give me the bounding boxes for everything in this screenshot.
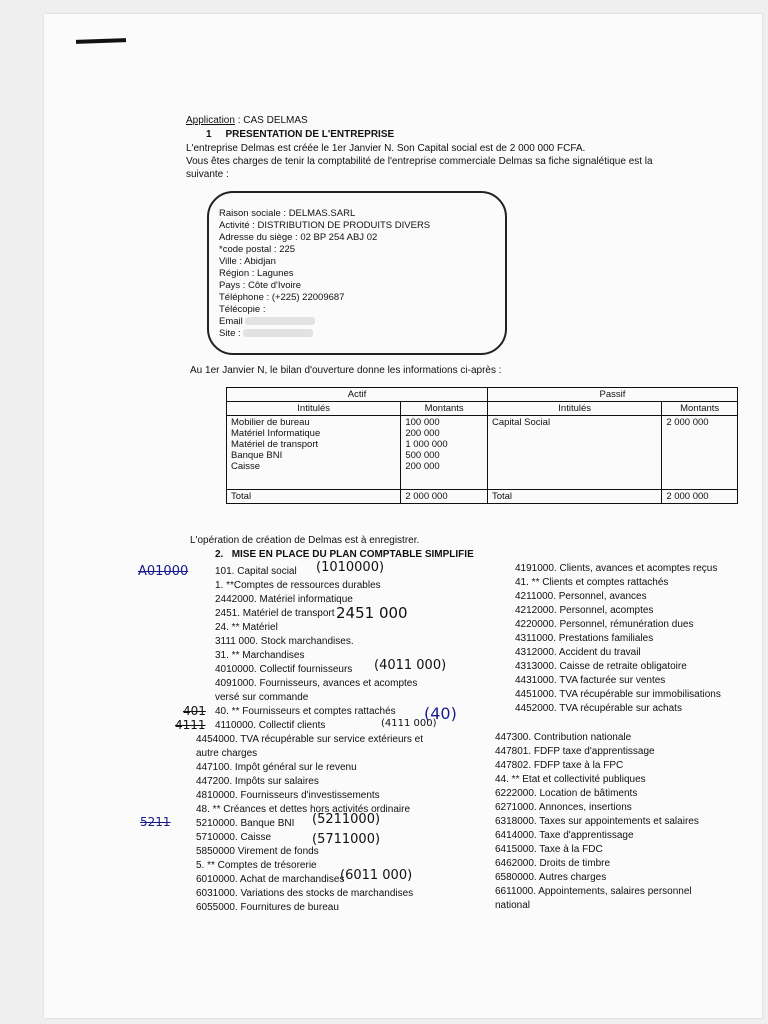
card-line: Ville : Abidjan <box>219 256 276 267</box>
card-line: Raison sociale : DELMAS.SARL <box>219 208 356 219</box>
intro-line-3: suivante : <box>186 169 229 180</box>
list-item: 4451000. TVA récupérable sur immobilisations <box>515 689 721 700</box>
list-item: 4431000. TVA facturée sur ventes <box>515 675 666 686</box>
handwritten-note: (6011 000) <box>340 868 413 883</box>
bilan-intro: Au 1er Janvier N, le bilan d'ouverture donne les informations ci-après : <box>190 365 502 376</box>
total-label: Total <box>227 490 401 504</box>
list-item: 4191000. Clients, avances et acomptes reçus <box>515 563 718 574</box>
list-item: 6415000. Taxe à la FDC <box>495 844 603 855</box>
handwritten-note: (4011 000) <box>374 658 447 673</box>
list-item: 24. ** Matériel <box>215 622 278 633</box>
actif-amounts-cell <box>401 416 488 490</box>
table-cell-text: Matériel de transport <box>231 439 319 450</box>
table-cell-text: Caisse <box>231 461 261 472</box>
table-cell-text: 2 000 000 <box>666 417 709 428</box>
list-item: 101. Capital social <box>215 566 297 577</box>
col-header: Intitulés <box>227 402 401 416</box>
passif-amounts-cell <box>662 416 738 490</box>
handwritten-note: (1010000) <box>316 560 385 575</box>
list-item: 6222000. Location de bâtiments <box>495 788 638 799</box>
col-header: Montants <box>401 402 488 416</box>
list-item: 5210000. Banque BNI <box>196 818 295 829</box>
actif-header: Actif <box>227 388 488 402</box>
list-item: 4110000. Collectif clients <box>215 720 326 731</box>
table-cell-text: Banque BNI <box>231 450 283 461</box>
list-item: 447100. Impôt général sur le revenu <box>196 762 357 773</box>
list-item: 6580000. Autres charges <box>495 872 607 883</box>
list-item: 4010000. Collectif fournisseurs <box>215 664 353 675</box>
col-header: Intitulés <box>487 402 661 416</box>
table-cell-text: Capital Social <box>491 417 551 428</box>
list-item: 4452000. TVA récupérable sur achats <box>515 703 682 714</box>
handwritten-note: 4111 <box>175 718 206 732</box>
handwritten-note: 5211 <box>140 815 171 829</box>
list-item: 4311000. Prestations familiales <box>515 633 654 644</box>
table-cell-text: Matériel Informatique <box>231 428 321 439</box>
list-item: 447801. FDFP taxe d'apprentissage <box>495 746 655 757</box>
list-item: 1. **Comptes de ressources durables <box>215 580 381 591</box>
card-line: Adresse du siège : 02 BP 254 ABJ 02 <box>219 232 378 243</box>
handwritten-note: 401 <box>183 704 206 718</box>
card-line: Site : <box>219 327 313 340</box>
total-actif: 2 000 000 <box>401 490 488 504</box>
col-header: Montants <box>662 402 738 416</box>
list-item: autre charges <box>196 748 258 759</box>
card-line: Région : Lagunes <box>219 268 294 279</box>
table-cell-text: 1 000 000 <box>405 439 448 450</box>
list-item: 4091000. Fournisseurs, avances et acomptes <box>215 678 418 689</box>
card-line: Activité : DISTRIBUTION DE PRODUITS DIVERS <box>219 220 431 231</box>
intro-line-1: L'entreprise Delmas est créée le 1er Janvier N. Son Capital social est de 2 000 000 FCFA. <box>186 143 586 154</box>
table-cell-text: 200 000 <box>405 428 440 439</box>
company-card <box>207 191 507 355</box>
total-passif: 2 000 000 <box>662 490 738 504</box>
handwritten-note: 2451 000 <box>336 604 408 622</box>
list-item: 6318000. Taxes sur appointements et salaires <box>495 816 699 827</box>
list-item: 2442000. Matériel informatique <box>215 594 353 605</box>
list-item: 5. ** Comptes de trésorerie <box>196 860 317 871</box>
list-item: 31. ** Marchandises <box>215 650 305 661</box>
list-item: 4313000. Caisse de retraite obligatoire <box>515 661 687 672</box>
card-line: Téléphone : (+225) 22009687 <box>219 292 345 303</box>
list-item: 41. ** Clients et comptes rattachés <box>515 577 669 588</box>
list-item: 4211000. Personnel, avances <box>515 591 647 602</box>
list-item: 5710000. Caisse <box>196 832 272 843</box>
handwritten-note: (5711000) <box>312 832 381 847</box>
list-item: 6055000. Fournitures de bureau <box>196 902 339 913</box>
list-item: 447200. Impôts sur salaires <box>196 776 319 787</box>
list-item: 6010000. Achat de marchandises <box>196 874 345 885</box>
table-cell-text: Mobilier de bureau <box>231 417 310 428</box>
list-item: 40. ** Fournisseurs et comptes rattachés <box>215 706 396 717</box>
card-line: Pays : Côte d'Ivoire <box>219 280 302 291</box>
handwritten-note: (40) <box>424 704 457 723</box>
list-item: 5850000 Virement de fonds <box>196 846 319 857</box>
list-item: 4454000. TVA récupérable sur service extérieurs et <box>196 734 423 745</box>
card-line: Télécopie : <box>219 304 266 315</box>
table-cell-text: 200 000 <box>405 461 440 472</box>
list-item: 4212000. Personnel, acomptes <box>515 605 654 616</box>
redacted-text <box>245 317 315 325</box>
list-item: 4810000. Fournisseurs d'investissements <box>196 790 380 801</box>
passif-items-cell <box>487 416 661 490</box>
list-item: national <box>495 900 531 911</box>
list-item: 3111 000. Stock marchandises. <box>215 636 354 647</box>
card-line: Email <box>219 315 315 328</box>
list-item: 48. ** Créances et dettes hors activités ordinaire <box>196 804 410 815</box>
list-item: 6031000. Variations des stocks de marchandises <box>196 888 414 899</box>
application-title: Application : CAS DELMAS <box>186 115 308 126</box>
handwritten-note: A01000 <box>138 564 189 579</box>
actif-items-cell <box>227 416 401 490</box>
list-item: 6414000. Taxe d'apprentissage <box>495 830 634 841</box>
card-line: *code postal : 225 <box>219 244 296 255</box>
redacted-text <box>243 329 313 337</box>
intro-line-2: Vous êtes charges de tenir la comptabilité de l'entreprise commerciale Delmas sa fiche signalétique est la <box>186 156 653 167</box>
table-cell-text: 100 000 <box>405 417 440 428</box>
list-item: 6271000. Annonces, insertions <box>495 802 632 813</box>
handwritten-note: (5211000) <box>312 812 381 827</box>
pen-mark <box>76 38 126 44</box>
passif-header: Passif <box>487 388 737 402</box>
list-item: 447802. FDFP taxe à la FPC <box>495 760 624 771</box>
operation-text: L'opération de création de Delmas est à enregistrer. <box>190 535 420 546</box>
list-item: 2451. Matériel de transport <box>215 608 335 619</box>
list-item: 44. ** Etat et collectivité publiques <box>495 774 646 785</box>
list-item: 4220000. Personnel, rémunération dues <box>515 619 694 630</box>
opening-balance-table <box>226 387 738 504</box>
list-item: 4312000. Accident du travail <box>515 647 641 658</box>
total-label: Total <box>487 490 661 504</box>
table-cell-text: 500 000 <box>405 450 440 461</box>
document-page <box>44 14 762 1018</box>
list-item: 447300. Contribution nationale <box>495 732 632 743</box>
list-item: versé sur commande <box>215 692 309 703</box>
section-1-heading: 1 PRESENTATION DE L'ENTREPRISE <box>206 129 395 140</box>
list-item: 6462000. Droits de timbre <box>495 858 611 869</box>
section-2-heading: 2. MISE EN PLACE DU PLAN COMPTABLE SIMPLIFIE <box>215 549 474 560</box>
list-item: 6611000. Appointements, salaires personnel <box>495 886 692 897</box>
handwritten-note: (4111 000) <box>381 718 437 729</box>
